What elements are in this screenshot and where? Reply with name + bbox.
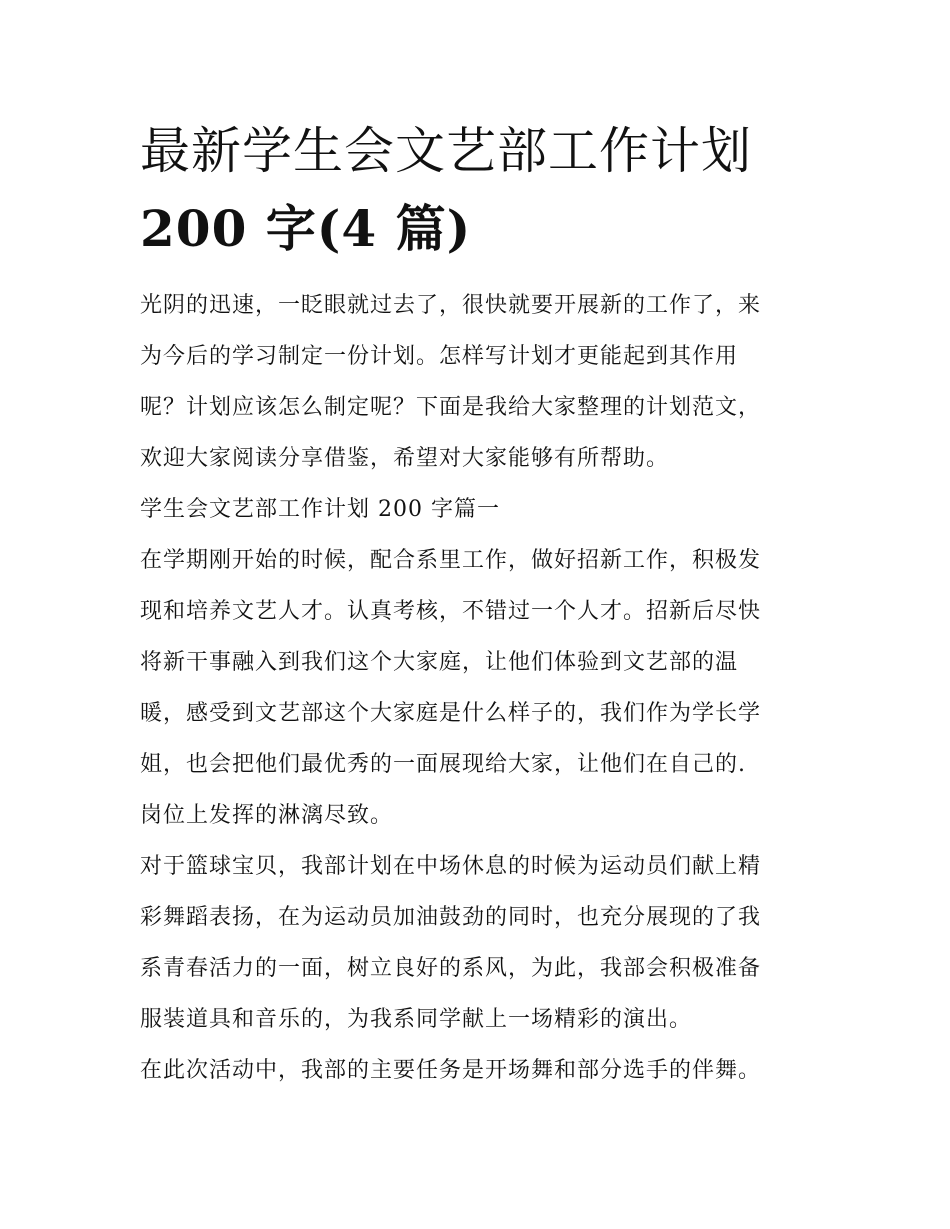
section-heading: 学生会文艺部工作计划 200 字篇一 xyxy=(140,497,500,522)
text-line: 彩舞蹈表扬，在为运动员加油鼓劲的同时，也充分展现的了我 xyxy=(140,905,762,930)
text-line: 服装道具和音乐的，为我系同学献上一场精彩的演出。 xyxy=(140,1007,693,1032)
text-line: 光阴的迅速，一眨眼就过去了，很快就要开展新的工作了，来 xyxy=(140,293,762,318)
text-line: 欢迎大家阅读分享借鉴，希望对大家能够有所帮助。 xyxy=(140,446,670,471)
text-line: 对于篮球宝贝，我部计划在中场休息的时候为运动员们献上精 xyxy=(140,854,762,879)
text-line: 在此次活动中，我部的主要任务是开场舞和部分选手的伴舞。 xyxy=(140,1058,762,1083)
text-line: 在学期刚开始的时候，配合系里工作，做好招新工作，积极发 xyxy=(140,548,762,573)
title-line-2: 200 字(4 篇) xyxy=(140,199,472,258)
text-line: 呢？计划应该怎么制定呢？下面是我给大家整理的计划范文， xyxy=(140,395,762,420)
text-line: 姐，也会把他们最优秀的一面展现给大家，让他们在自己的. xyxy=(140,752,746,777)
text-line: 岗位上发挥的淋漓尽致。 xyxy=(140,803,394,828)
document-title xyxy=(140,112,820,268)
text-line: 系青春活力的一面，树立良好的系风，为此，我部会积极准备 xyxy=(140,956,762,981)
title-line-1: 最新学生会文艺部工作计划 xyxy=(140,122,752,180)
text-line: 将新干事融入到我们这个大家庭，让他们体验到文艺部的温 xyxy=(140,650,739,675)
text-line: 现和培养文艺人才。认真考核，不错过一个人才。招新后尽快 xyxy=(140,599,762,624)
document-body xyxy=(140,280,820,1096)
text-line: 暖，感受到文艺部这个大家庭是什么样子的，我们作为学长学 xyxy=(140,701,762,726)
text-line: 为今后的学习制定一份计划。怎样写计划才更能起到其作用 xyxy=(140,344,739,369)
